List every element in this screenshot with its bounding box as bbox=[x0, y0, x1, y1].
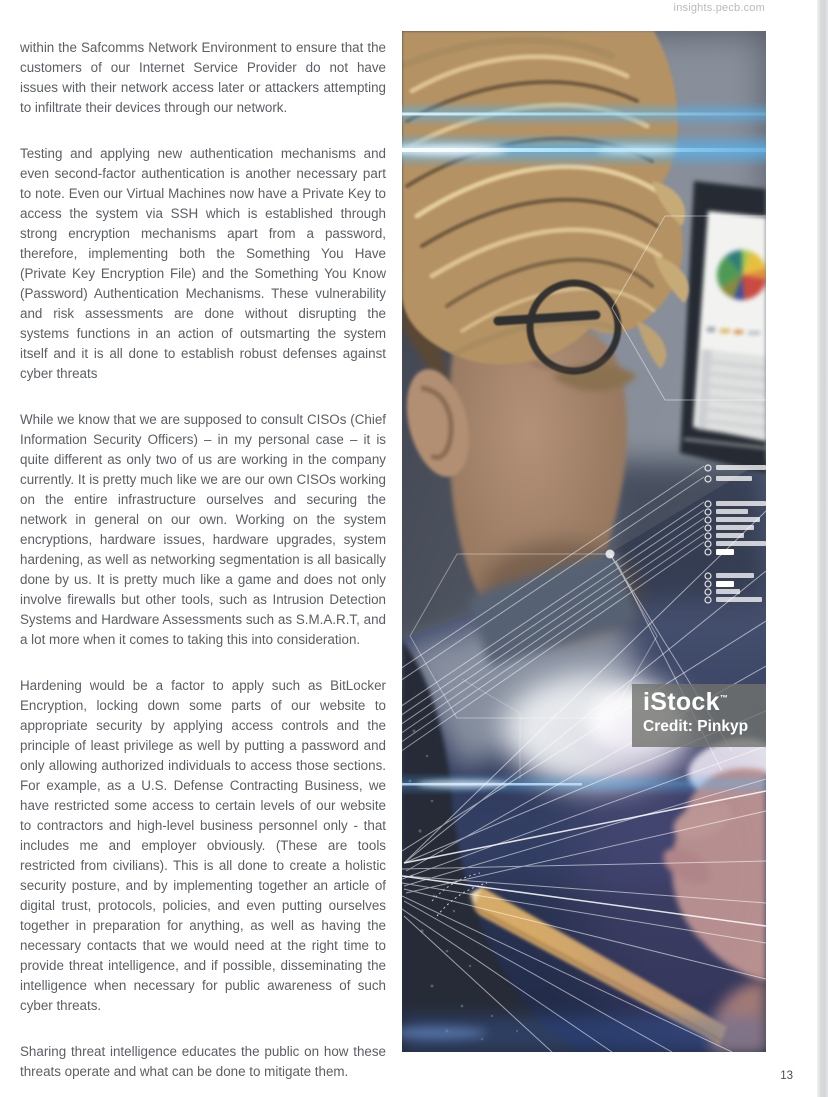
monitor bbox=[680, 181, 766, 473]
paragraph: Sharing threat intelligence educates the public on how these threats operate and what can be done to mitigate them. bbox=[20, 1044, 386, 1079]
stock-photo bbox=[402, 31, 766, 1052]
lens-flare-lower bbox=[402, 772, 766, 796]
paragraph: While we know that we are supposed to consult CISOs (Chief Information Security Officers) – in my personal case – it is quite different as only two of us are working in the company currently. It is pretty much like we are our own CISOs working on the entire infrastructure ourselves and securing the network in general on our own. Working on the system encryptions, hardware issues, hardware upgrades, system hardening, as well as networking segmentation is all basically done by us. It is pretty much like a game and does not only involve firewalls but other tools, such as Intrusion Detection Systems and Hardware Assessments such as S.M.A.R.T, and a lot more when it comes to taking this into consideration. bbox=[20, 412, 386, 647]
paragraph: within the Safcomms Network Environment to ensure that the customers of our Internet Service Provider do not have issues with their network access later or attackers attempting to infiltrate their devices through our network. bbox=[20, 40, 386, 115]
istock-watermark bbox=[632, 684, 766, 747]
page-edge-strip bbox=[817, 0, 828, 1097]
lens-flare-upper bbox=[402, 101, 766, 127]
istock-logo: iStock™ bbox=[643, 688, 729, 716]
paragraph: Testing and applying new authentication mechanisms and even second-factor authentication is another necessary part to note. Even our Virtual Machines now have a Private Key to access the system via SSH which is established through strong encryption mechanisms apart from a password, therefore, implementing both the Something You Have (Private Key Encryption File) and the Something You Know (Password) Authentication Mechanisms. These vulnerability and risk assessments are done without disrupting the systems functions in an action of outsmarting the system itself and it is all done to establish robust defenses against cyber threats bbox=[20, 146, 386, 381]
article-text-column bbox=[20, 38, 386, 1097]
istock-credit: Credit: Pinkyp bbox=[643, 717, 749, 735]
lens-flare-main bbox=[402, 132, 766, 168]
paragraph: Hardening would be a factor to apply such as BitLocker Encryption, locking down some parts of our website to appropriate security by applying access controls and the principle of least privilege as well by putting a password and only allowing authorized individuals to access those sections. For example, as a U.S. Defense Contracting Business, we have restricted some access to certain levels of our website to contractors and high-level business personnel only - that includes me and employer obviously. (These are tools restricted from civilians). This is all done to create a holistic security posture, and by implementing together an article of digital trust, protocols, policies, and even putting ourselves together in preparation for anything, as well as having the necessary contacts that we would need at the right time to provide threat intelligence, and if possible, disseminating the intelligence when necessary for public awareness of such cyber threats. bbox=[20, 678, 386, 1013]
page-number: 13 bbox=[780, 1070, 793, 1082]
stock-photo-illustration bbox=[402, 31, 766, 1052]
site-url[interactable]: insights.pecb.com bbox=[673, 2, 765, 14]
